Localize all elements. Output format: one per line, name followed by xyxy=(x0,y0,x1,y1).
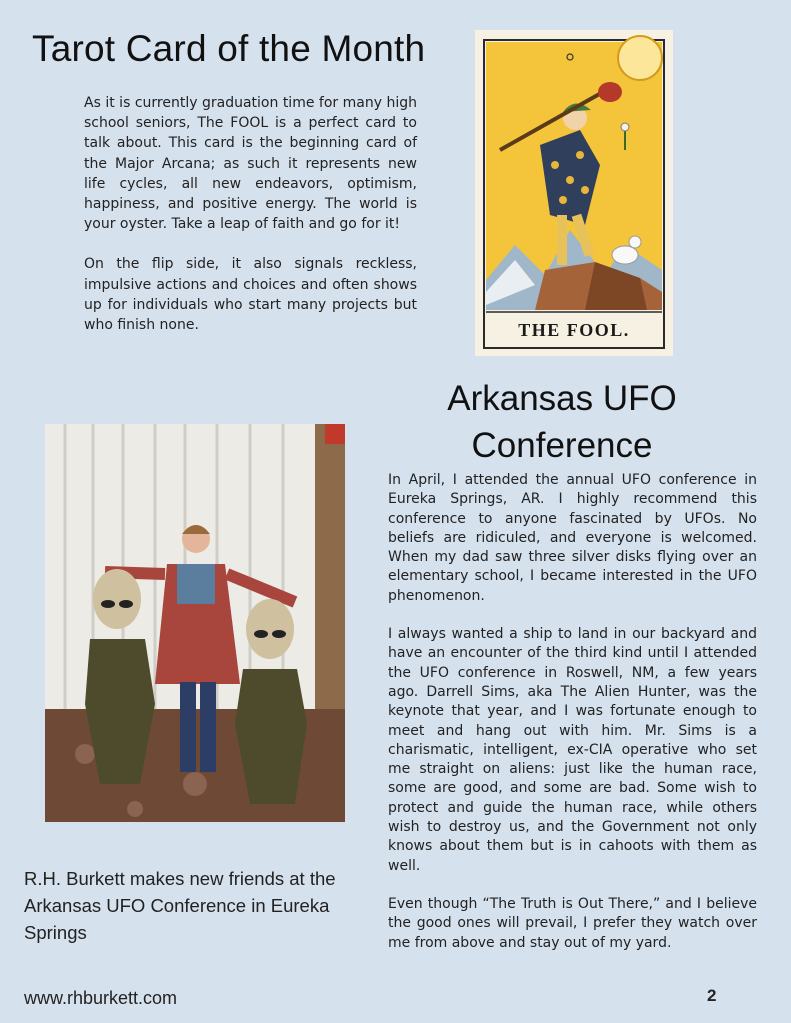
photo-caption: R.H. Burkett makes new friends at the Arkansas UFO Conference in Eureka Springs xyxy=(24,868,336,943)
footer-website-link[interactable]: www.rhburkett.com xyxy=(24,988,178,1008)
tarot-paragraph-2: On the flip side, it also signals reckless, impulsive actions and choices and often shows up for individuals who start many projects but who finish none. xyxy=(84,256,417,334)
ufo-article xyxy=(388,471,757,972)
ufo-paragraph-1: In April, I attended the annual UFO conference in Eureka Springs, AR. I highly recommend this conference to anyone fascinated by UFOs. No beliefs are ridiculed, and everyone is welcomed. When my dad saw three silver disks flying over an elementary school, I became interested in the UFO phenomenon. xyxy=(388,472,757,604)
tarot-paragraph-1: As it is currently graduation time for many high school seniors, The FOOL is a perfect card to talk about. This card is the beginning card of the Major Arcana; as such it represents new life cycles, all new endeavors, optimism, happiness, and positive energy. The world is your oyster. Take a leap of faith and go for it! xyxy=(84,95,417,233)
tarot-article xyxy=(84,93,417,355)
ufo-paragraph-3: Even though “The Truth is Out There,” and I believe the good ones will prevail, I prefer they watch over me from above and stay out of my yard. xyxy=(388,895,757,951)
ufo-paragraph-2: I always wanted a ship to land in our backyard and have an encounter of the third kind until I attended the UFO conference in Roswell, NM, a few years ago. Darrell Sims, aka The Alien Hunter, was the keynote that year, and I was fortunate enough to meet and hang out with him. Mr. Sims is a charismatic, intelligent, ex-CIA operative who set me straight on aliens: just like the human race, some are good, and some are bad. Some wish to protect and guide the human race, while others wish to destroy us, and the Government not only knows about them but is in cahoots with them as well. xyxy=(388,626,757,874)
ufo-heading: Arkansas UFO Conference xyxy=(447,379,677,465)
page-number: 2 xyxy=(707,986,717,1005)
tarot-heading: Tarot Card of the Month xyxy=(32,28,426,69)
card-label: THE FOOL. xyxy=(518,320,630,340)
fool-tarot-card-image xyxy=(475,30,673,356)
conference-photo xyxy=(45,424,345,822)
